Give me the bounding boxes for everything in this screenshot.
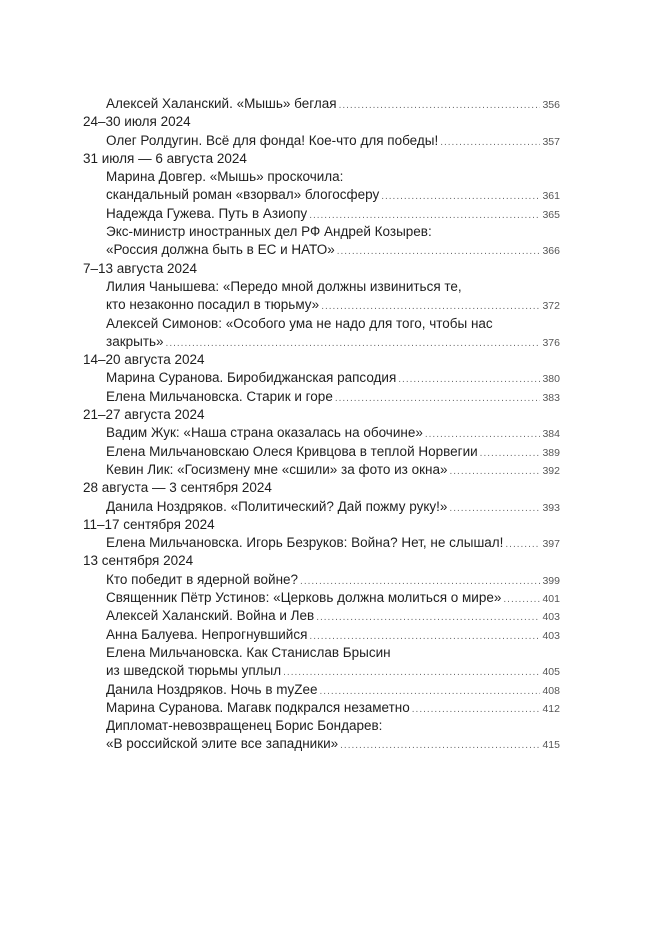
toc-entry bbox=[83, 315, 560, 352]
dot-leader bbox=[339, 97, 541, 115]
toc-entry-title: Вадим Жук: «Наша страна оказалась на обочине» bbox=[106, 425, 423, 441]
toc-page-number: 361 bbox=[542, 190, 560, 203]
toc-section-date: 31 июля — 6 августа 2024 bbox=[83, 150, 247, 166]
toc-section-date: 28 августа — 3 сентября 2024 bbox=[83, 480, 272, 496]
toc-entry bbox=[83, 571, 560, 589]
toc-section-date: 11–17 сентября 2024 bbox=[83, 516, 215, 532]
toc-entry bbox=[83, 443, 560, 461]
toc-entry-title: «Россия должна быть в ЕС и НАТО» bbox=[106, 242, 335, 258]
dot-leader bbox=[381, 188, 540, 206]
toc-section-date: 21–27 августа 2024 bbox=[83, 407, 205, 423]
toc-page-number: 393 bbox=[542, 501, 560, 514]
dot-leader bbox=[283, 664, 540, 682]
toc-page-number: 415 bbox=[542, 739, 560, 752]
dot-leader bbox=[503, 591, 540, 609]
toc-page-number: 372 bbox=[542, 300, 560, 313]
toc-entry bbox=[83, 369, 560, 387]
toc-page-number: 401 bbox=[542, 593, 560, 606]
toc-entry bbox=[83, 717, 560, 754]
toc-page-number: 376 bbox=[542, 336, 560, 349]
toc-page-number: 365 bbox=[542, 208, 560, 221]
toc-page-number: 412 bbox=[542, 702, 560, 715]
toc-entry bbox=[83, 168, 560, 205]
toc-entry-title: Алексей Халанский. Война и Лев bbox=[106, 608, 315, 624]
toc-page-number: 357 bbox=[542, 135, 560, 148]
toc-section-date: 13 сентября 2024 bbox=[83, 553, 194, 569]
toc-entry-title: «В российской элите все западники» bbox=[106, 736, 339, 752]
dot-leader bbox=[449, 463, 540, 481]
toc-entry bbox=[83, 534, 560, 552]
toc-section-date: 24–30 июля 2024 bbox=[83, 114, 191, 130]
toc-entry-title: Марина Суранова. Биробиджанская рапсодия bbox=[106, 370, 397, 386]
toc-entry bbox=[83, 607, 560, 625]
dot-leader bbox=[412, 701, 541, 719]
toc-entry bbox=[83, 278, 560, 315]
toc-entry bbox=[83, 388, 560, 406]
toc-entry bbox=[83, 132, 560, 150]
toc-entry-title: Анна Балуева. Непрогнувшийся bbox=[106, 626, 308, 642]
toc-entry-title: Алексей Симонов: «Особого ума не надо для того, чтобы нас bbox=[106, 315, 493, 331]
toc-entry-title: Данила Ноздряков. Ночь в myZee bbox=[106, 681, 318, 697]
toc-entry-title: Данила Ноздряков. «Политический? Дай пожму руку!» bbox=[106, 498, 448, 514]
toc-page-number: 405 bbox=[542, 666, 560, 679]
dot-leader bbox=[335, 390, 541, 408]
dot-leader bbox=[316, 609, 540, 627]
toc-entry-title: Елена Мильчановска. Игорь Безруков: Война? Нет, не слышал! bbox=[106, 535, 504, 551]
toc-entry bbox=[83, 699, 560, 717]
dot-leader bbox=[398, 371, 540, 389]
toc-entry-title: скандальный роман «взорвал» блогосферу bbox=[106, 187, 380, 203]
toc-page-number: 389 bbox=[542, 446, 560, 459]
toc-page-number: 403 bbox=[542, 629, 560, 642]
table-of-contents bbox=[83, 95, 560, 754]
toc-page-number: 399 bbox=[542, 574, 560, 587]
toc-page-number: 392 bbox=[542, 464, 560, 477]
toc-entry-title: Надежда Гужева. Путь в Азиопу bbox=[106, 205, 308, 221]
toc-entry-title: Марина Довгер. «Мышь» проскочила: bbox=[106, 169, 344, 185]
toc-entry-title: Лилия Чанышева: «Передо мной должны извиниться те, bbox=[106, 278, 462, 294]
toc-entry bbox=[83, 498, 560, 516]
dot-leader bbox=[440, 134, 540, 152]
toc-entry-title: Олег Ролдугин. Всё для фонда! Кое-что для победы! bbox=[106, 132, 439, 148]
toc-page-number: 366 bbox=[542, 245, 560, 258]
toc-section-date: 7–13 августа 2024 bbox=[83, 260, 198, 276]
toc-page-number: 383 bbox=[542, 391, 560, 404]
dot-leader bbox=[449, 500, 540, 518]
toc-entry bbox=[83, 644, 560, 681]
toc-entry bbox=[83, 223, 560, 260]
toc-page-number: 403 bbox=[542, 611, 560, 624]
dot-leader bbox=[337, 243, 541, 261]
toc-entry-title: Дипломат-невозвращенец Борис Бондарев: bbox=[106, 718, 383, 734]
toc-entry-title: Кевин Лик: «Госизмену мне «сшили» за фото из окна» bbox=[106, 461, 448, 477]
toc-page-number: 397 bbox=[542, 538, 560, 551]
toc-entry-title: Кто победит в ядерной войне? bbox=[106, 571, 299, 587]
toc-entry-title: Алексей Халанский. «Мышь» беглая bbox=[106, 96, 337, 111]
toc-entry bbox=[83, 461, 560, 479]
dot-leader bbox=[340, 737, 540, 755]
toc-entry bbox=[83, 95, 560, 113]
toc-entry-title: Елена Мильчановскаю Олеся Кривцова в теплой Норвегии bbox=[106, 443, 478, 459]
toc-entry bbox=[83, 424, 560, 442]
toc-entry-title: из шведской тюрьмы уплыл bbox=[106, 663, 282, 679]
toc-page-number: 384 bbox=[542, 428, 560, 441]
toc-entry-title: Елена Мильчановска. Как Станислав Брысин bbox=[106, 644, 391, 660]
toc-entry-title: Экс-министр иностранных дел РФ Андрей Козырев: bbox=[106, 224, 432, 240]
toc-entry bbox=[83, 626, 560, 644]
toc-entry bbox=[83, 681, 560, 699]
toc-entry bbox=[83, 205, 560, 223]
toc-page-number: 380 bbox=[542, 373, 560, 386]
toc-section-date: 14–20 августа 2024 bbox=[83, 352, 205, 368]
toc-entry-title: Марина Суранова. Магавк подкрался незаметно bbox=[106, 699, 410, 715]
dot-leader bbox=[166, 335, 541, 353]
toc-entry-title: Елена Мильчановска. Старик и горе bbox=[106, 388, 333, 404]
toc-entry-title: Священник Пётр Устинов: «Церковь должна молиться о мире» bbox=[106, 590, 502, 606]
dot-leader bbox=[321, 298, 540, 316]
toc-page-number: 356 bbox=[542, 99, 560, 111]
dot-leader bbox=[480, 445, 541, 463]
dot-leader bbox=[505, 536, 540, 554]
toc-entry bbox=[83, 589, 560, 607]
toc-entry-title: кто незаконно посадил в тюрьму» bbox=[106, 297, 320, 313]
toc-page-number: 408 bbox=[542, 684, 560, 697]
toc-entry-title: закрыть» bbox=[106, 333, 164, 349]
